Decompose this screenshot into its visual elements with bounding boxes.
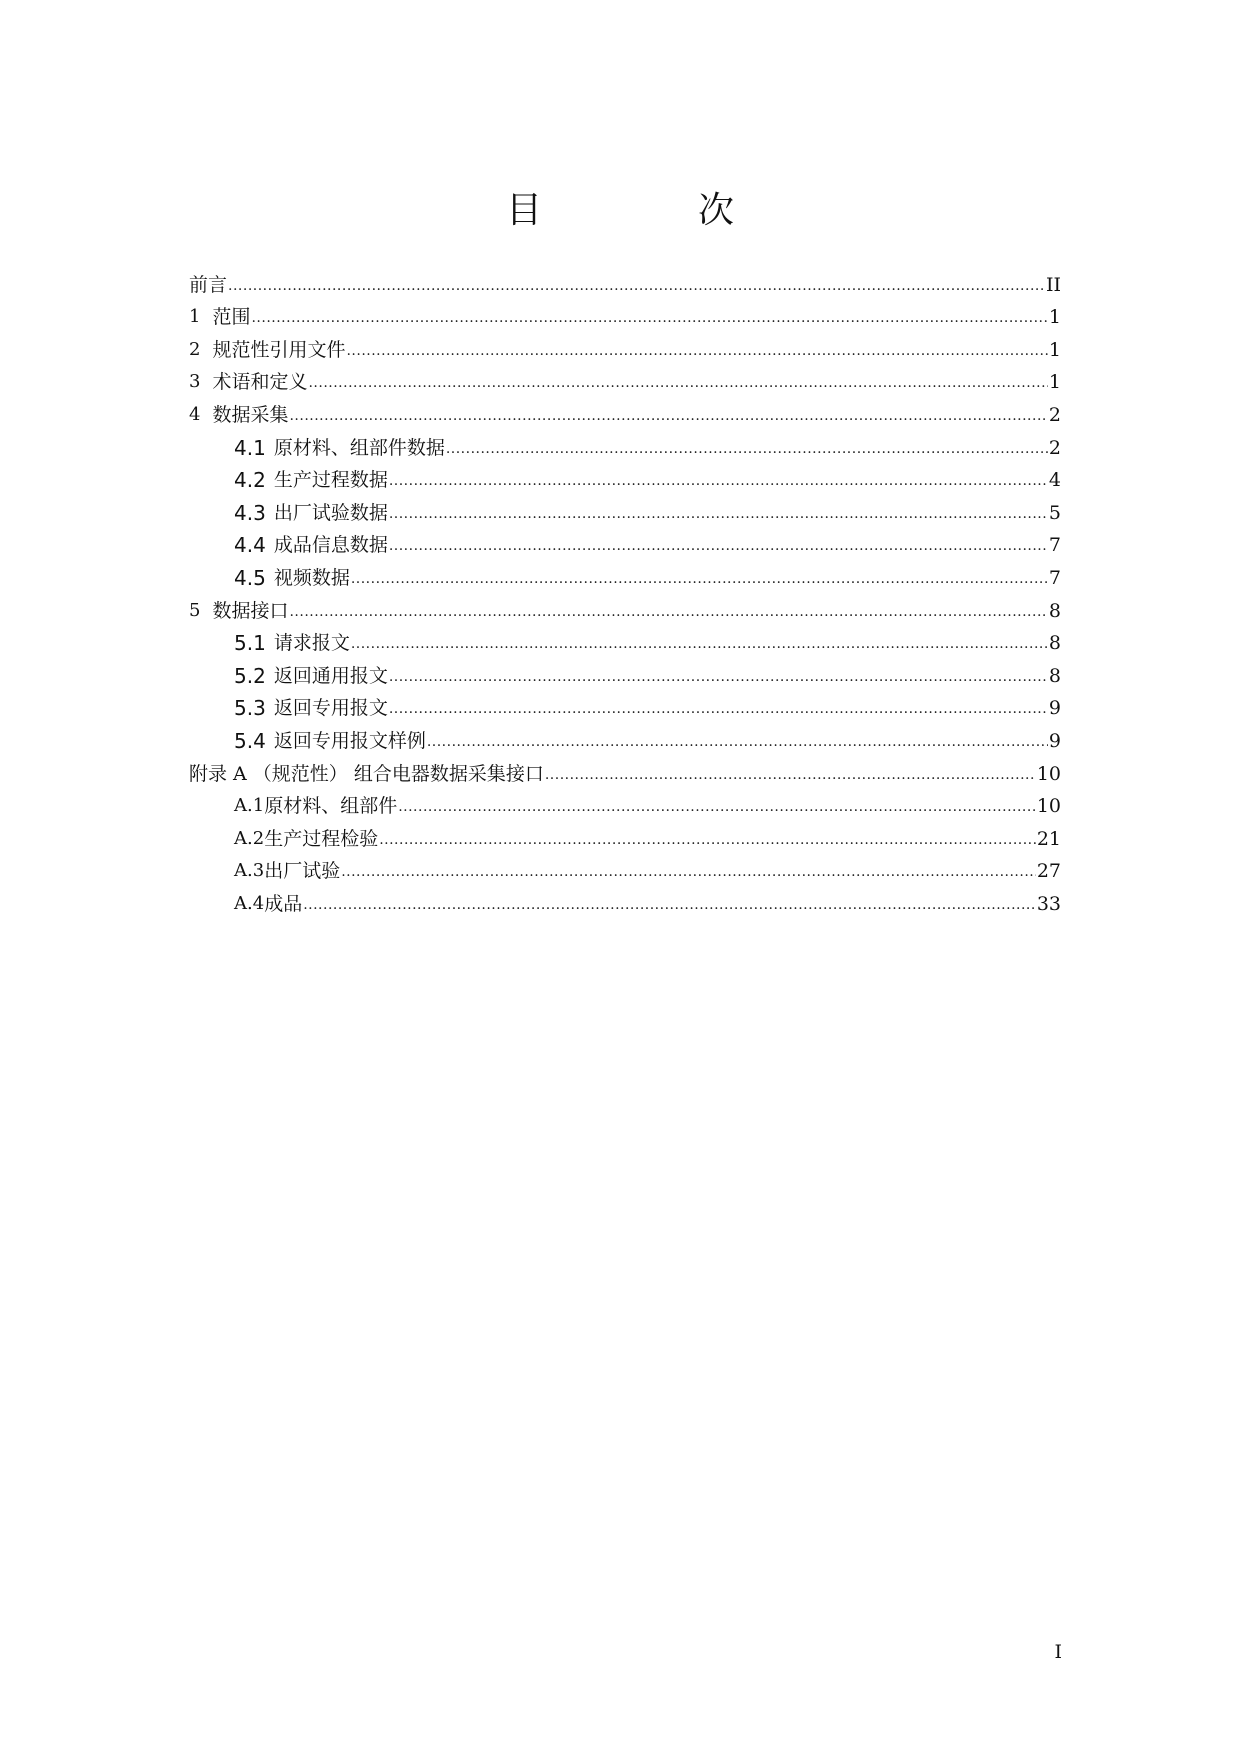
toc-entry-title: 返回专用报文样例	[273, 729, 426, 752]
toc-list	[189, 264, 1061, 916]
toc-dot-leader	[346, 344, 1047, 358]
toc-entry[interactable]	[189, 394, 1061, 427]
toc-entry-title: 原材料、组部件	[264, 795, 398, 818]
toc-entry[interactable]	[189, 362, 1061, 395]
toc-entry-number: 4.3	[234, 500, 266, 525]
toc-entry-number: A.3	[234, 860, 265, 882]
toc-dot-leader	[303, 898, 1036, 912]
toc-entry-page: 9	[1048, 729, 1061, 752]
toc-entry-page: 2	[1048, 403, 1061, 426]
toc-entry-page: 27	[1036, 860, 1061, 883]
toc-dot-leader	[251, 311, 1047, 325]
toc-dot-leader	[398, 800, 1036, 814]
toc-dot-leader	[389, 474, 1048, 488]
page-number: I	[1054, 1641, 1062, 1663]
toc-entry-number: 4.2	[234, 468, 266, 493]
toc-entry[interactable]	[189, 557, 1061, 590]
toc-entry-title: 前言	[189, 273, 228, 296]
toc-dot-leader	[308, 376, 1047, 390]
toc-dot-leader	[389, 670, 1048, 684]
toc-entry[interactable]	[189, 851, 1061, 884]
toc-dot-leader	[545, 768, 1036, 782]
toc-entry-title: 规范性引用文件	[212, 338, 346, 361]
toc-entry[interactable]	[189, 264, 1061, 297]
toc-entry-number: 3	[189, 371, 201, 393]
toc-entry-page: 33	[1036, 892, 1061, 915]
toc-entry-number: 5	[189, 599, 201, 621]
toc-entry-title: 范围	[212, 306, 251, 329]
toc-title: 目 次	[505, 190, 794, 231]
toc-dot-leader	[341, 865, 1036, 879]
toc-entry-number: 2	[189, 338, 201, 360]
toc-dot-leader	[389, 702, 1048, 716]
toc-entry-page: 9	[1048, 697, 1061, 720]
toc-entry[interactable]	[189, 753, 1061, 786]
toc-dot-leader	[427, 735, 1048, 749]
toc-entry-number: A.4	[234, 892, 265, 914]
toc-dot-leader	[289, 605, 1047, 619]
toc-entry-page: 5	[1048, 501, 1061, 524]
toc-entry-number: A.1	[234, 795, 265, 817]
toc-entry-title: 原材料、组部件数据	[273, 436, 445, 459]
toc-entry-title: 成品信息数据	[273, 534, 388, 557]
toc-entry-number: A.2	[234, 827, 265, 849]
toc-entry-page: 4	[1048, 469, 1061, 492]
toc-entry-number: 5.1	[234, 631, 266, 656]
toc-dot-leader	[379, 833, 1036, 847]
toc-entry-number: 4.1	[234, 435, 266, 460]
toc-entry-page: 8	[1048, 599, 1061, 622]
toc-entry[interactable]	[189, 688, 1061, 721]
toc-entry[interactable]	[189, 883, 1061, 916]
toc-entry-page: 8	[1048, 664, 1061, 687]
toc-entry-page: 1	[1048, 338, 1061, 361]
toc-entry[interactable]	[189, 818, 1061, 851]
toc-entry[interactable]	[189, 297, 1061, 330]
toc-entry-title: 视频数据	[273, 566, 350, 589]
toc-entry[interactable]	[189, 623, 1061, 656]
toc-entry-number: 4.4	[234, 533, 266, 558]
toc-dot-leader	[351, 637, 1048, 651]
toc-entry[interactable]	[189, 492, 1061, 525]
toc-entry[interactable]	[189, 460, 1061, 493]
toc-entry-page: II	[1045, 273, 1061, 296]
toc-entry-page: 1	[1048, 306, 1061, 329]
toc-entry-title: 术语和定义	[212, 371, 308, 394]
toc-entry-title: 返回通用报文	[273, 664, 388, 687]
toc-entry-page: 1	[1048, 371, 1061, 394]
toc-entry-number: 4	[189, 403, 201, 425]
toc-entry-page: 10	[1036, 762, 1061, 785]
toc-entry-page: 8	[1048, 632, 1061, 655]
toc-entry-title: 附录 A （规范性） 组合电器数据采集接口	[189, 762, 544, 785]
toc-entry-page: 10	[1036, 795, 1061, 818]
toc-entry-number: 1	[189, 306, 201, 328]
toc-entry-number: 5.2	[234, 663, 266, 688]
toc-entry-title: 出厂试验数据	[273, 501, 388, 524]
toc-entry-number: 4.5	[234, 565, 266, 590]
toc-entry[interactable]	[189, 590, 1061, 623]
toc-entry[interactable]	[189, 720, 1061, 753]
toc-entry[interactable]	[189, 525, 1061, 558]
toc-dot-leader	[351, 572, 1048, 586]
toc-dot-leader	[446, 442, 1048, 456]
toc-entry-number: 5.3	[234, 696, 266, 721]
toc-entry-title: 生产过程检验	[264, 827, 379, 850]
toc-dot-leader	[389, 539, 1048, 553]
toc-entry[interactable]	[189, 329, 1061, 362]
toc-entry-title: 返回专用报文	[273, 697, 388, 720]
toc-entry[interactable]	[189, 427, 1061, 460]
toc-dot-leader	[389, 507, 1048, 521]
toc-entry-title: 成品	[264, 892, 303, 915]
toc-entry-title: 数据接口	[212, 599, 289, 622]
toc-entry-title: 数据采集	[212, 403, 289, 426]
toc-entry-page: 21	[1036, 827, 1061, 850]
toc-entry-title: 请求报文	[273, 632, 350, 655]
toc-entry-title: 生产过程数据	[273, 469, 388, 492]
toc-entry-page: 7	[1048, 566, 1061, 589]
toc-entry-page: 2	[1048, 436, 1061, 459]
toc-entry-title: 出厂试验	[264, 860, 341, 883]
toc-entry-page: 7	[1048, 534, 1061, 557]
toc-entry[interactable]	[189, 655, 1061, 688]
toc-dot-leader	[228, 279, 1045, 293]
toc-entry-number: 5.4	[234, 728, 266, 753]
toc-entry[interactable]	[189, 786, 1061, 819]
toc-dot-leader	[289, 409, 1047, 423]
